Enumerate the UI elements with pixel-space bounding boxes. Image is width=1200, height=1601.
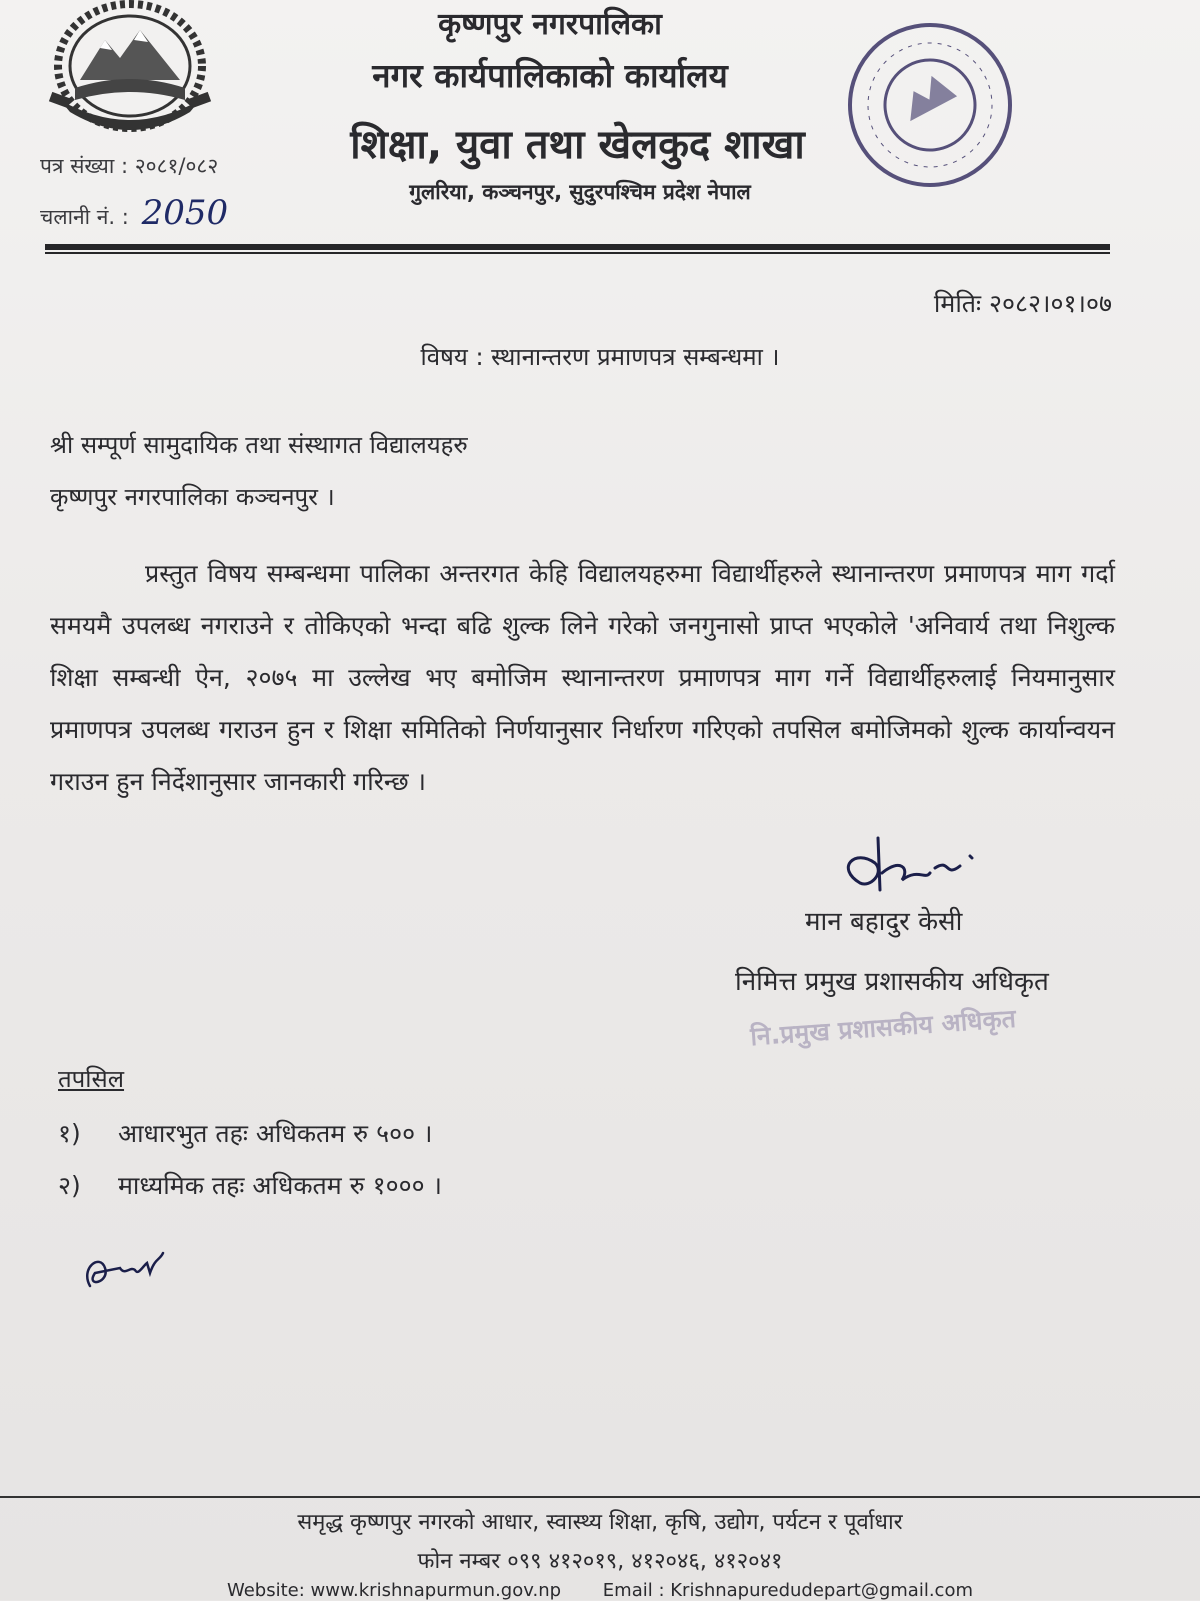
initials-icon (75, 1238, 170, 1298)
annex-item-number: १) (58, 1119, 81, 1148)
dispatch-value: 2050 (141, 193, 229, 233)
annex-item (58, 1168, 442, 1202)
government-emblem-icon (40, 0, 220, 145)
municipality-name: कृष्णपुर नगरपालिका (438, 7, 662, 42)
reference-label: पत्र संख्या : (40, 154, 129, 178)
office-address: गुलरिया, कञ्चनपुर, सुदुरपश्चिम प्रदेश नेपाल (409, 180, 751, 204)
annex-item-number: २) (58, 1171, 81, 1200)
signature-icon (830, 828, 990, 908)
footer-phone: फोन नम्बर ०९९ ४१२०१९, ४१२०४६, ४१२०४१ (417, 1549, 783, 1574)
footer-contact (0, 1580, 1200, 1601)
footer-website: Website: www.krishnapurmun.gov.np (226, 1580, 562, 1601)
recipient-line-1: श्री सम्पूर्ण सामुदायिक तथा संस्थागत विद्यालयहरु (50, 431, 468, 459)
annex-item-text: माध्यमिक तहः अधिकतम रु १००० । (117, 1171, 442, 1200)
office-name: नगर कार्यपालिकाको कार्यालय (372, 56, 728, 95)
signatory-name: मान बहादुर केसी (805, 907, 963, 937)
letter-date: मितिः २०८२।०१।०७ (933, 289, 1112, 318)
annex-item (58, 1116, 433, 1150)
signatory-title: निमित्त प्रमुख प्रशासकीय अधिकृत (735, 967, 1049, 997)
header-divider (45, 244, 1110, 250)
section-name: शिक्षा, युवा तथा खेलकुद शाखा (350, 122, 805, 168)
header-divider-thin (45, 252, 1110, 254)
dispatch-number (40, 193, 228, 233)
annex-item-text: आधारभुत तहः अधिकतम रु ५०० । (117, 1119, 433, 1148)
reference-number (40, 152, 218, 180)
footer-slogan: समृद्ध कृष्णपुर नगरको आधार, स्वास्थ्य शिक्षा, कृषि, उद्योग, पर्यटन र पूर्वाधार (297, 1510, 903, 1535)
footer-email: Email : Krishnapuredudepart@gmail.com (602, 1580, 973, 1601)
reference-value: २०८१/०८२ (134, 154, 219, 178)
office-stamp-icon (830, 10, 1030, 200)
letter-body: प्रस्तुत विषय सम्बन्धमा पालिका अन्तरगत केहि विद्यालयहरुमा विद्यार्थीहरुले स्थानान्तरण प्रमाणपत्र माग गर्दा समयमै उपलब्ध नगराउने र तोकिएको भन्दा बढि शुल्क लिने गरेको जनगुनासो प्राप्त भएकोले 'अनिवार्य तथा निशुल्क शिक्षा सम्बन्धी ऐन, २०७५ मा उल्लेख भए बमोजिम स्थानान्तरण प्रमाणपत्र माग गर्ने विद्यार्थीहरुलाई नियमानुसार प्रमाणपत्र उपलब्ध गराउन हुन र शिक्षा समितिको निर्णयानुसार निर्धारण गरिएको तपसिल बमोजिमको शुल्क कार्यान्वयन गराउन हुन निर्देशानुसार जानकारी गरिन्छ । (50, 559, 1115, 796)
designation-stamp: नि.प्रमुख प्रशासकीय अधिकृत (749, 1003, 1017, 1052)
letter-subject: विषय : स्थानान्तरण प्रमाणपत्र सम्बन्धमा । (420, 343, 780, 371)
footer-divider (0, 1496, 1200, 1498)
annex-heading: तपसिल (58, 1065, 125, 1093)
dispatch-label: चलानी नं. : (40, 205, 129, 229)
recipient-line-2: कृष्णपुर नगरपालिका कञ्चनपुर । (50, 483, 335, 511)
